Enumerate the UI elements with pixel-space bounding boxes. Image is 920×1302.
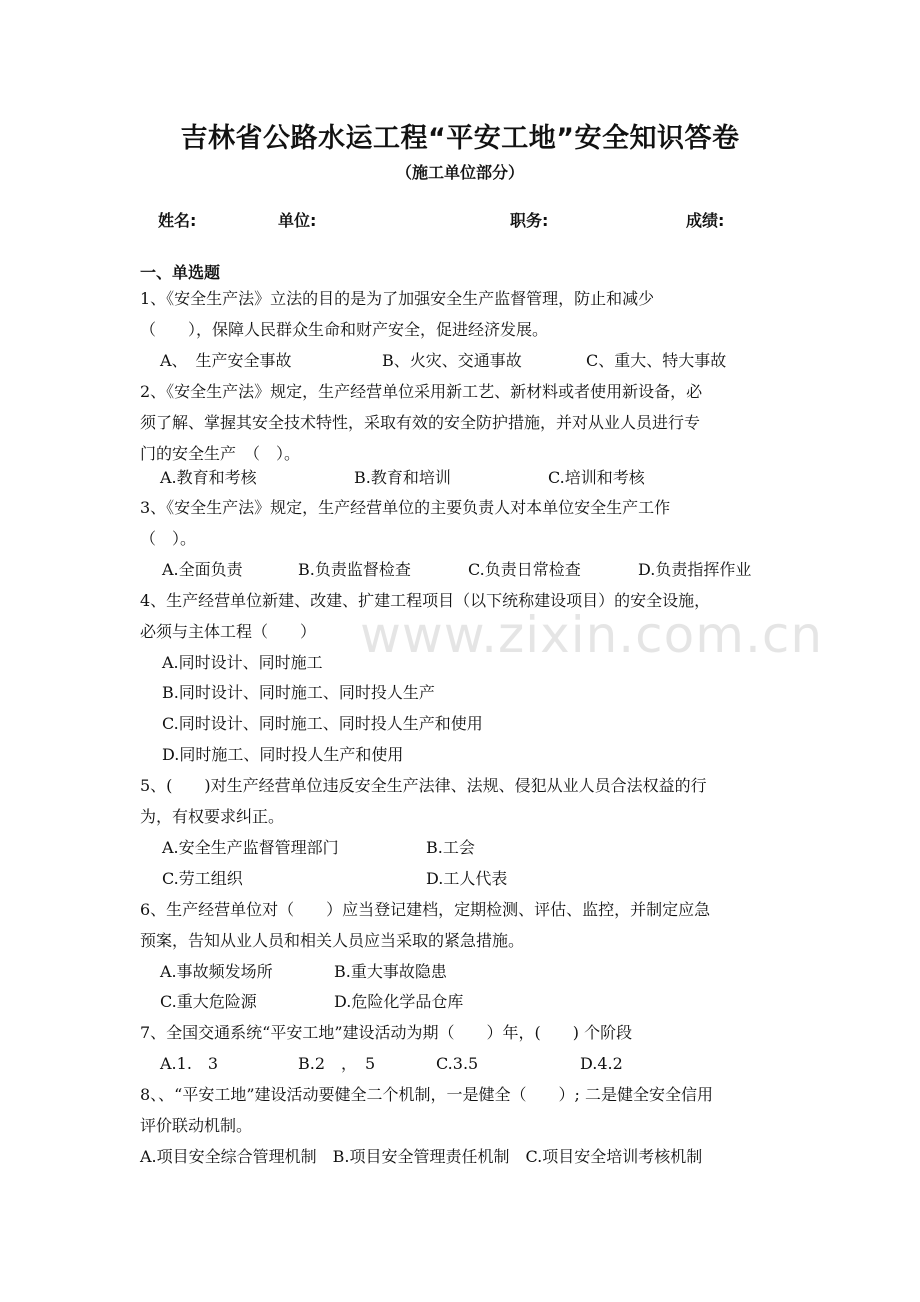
section-title: 一、单选题 [140,263,221,282]
question-5-line-2: 为，有权要求纠正。 [140,807,285,826]
question-4-line-2: 必须与主体工程（ ） [140,622,317,641]
question-5-option-b: B.工会 [426,838,475,857]
question-3-line-2: （ ）。 [140,529,197,548]
question-5-option-a: A.安全生产监督管理部门 [162,838,339,857]
question-8-options: A.项目安全综合管理机制 B.项目安全管理责任机制 C.项目安全培训考核机制 [140,1147,703,1166]
question-5-option-d: D.工人代表 [426,869,508,888]
question-7-line-1: 7、全国交通系统“平安工地”建设活动为期（ ）年，( ) 个阶段 [140,1023,633,1042]
question-2-option-a: A.教育和考核 [160,468,257,487]
document-subtitle: （施工单位部分） [395,163,524,182]
question-4-option-a: A.同时设计、同时施工 [162,653,323,672]
question-1-option-a: A、 生产安全事故 [160,351,292,370]
watermark: www.zixin.com.cn [360,606,824,664]
question-2-option-c: C.培训和考核 [548,468,645,487]
question-1-option-b: B、火灾、交通事故 [382,351,522,370]
question-2-line-3: 门的安全生产 （ ）。 [140,444,301,463]
question-3-option-c: C.负责日常检查 [468,560,581,579]
question-7-option-d: D.4.2 [580,1054,623,1073]
question-4-option-c: C.同时设计、同时施工、同时投人生产和使用 [162,714,483,733]
question-2-line-2: 须了解、掌握其安全技术特性，采取有效的安全防护措施，并对从业人员进行专 [140,413,701,432]
question-1-line-1: 1、《安全生产法》立法的目的是为了加强安全生产监督管理，防止和减少 [140,289,655,308]
unit-label: 单位: [278,211,317,230]
question-3-option-a: A.全面负责 [162,560,243,579]
question-6-option-d: D.危险化学品仓库 [334,992,464,1011]
question-1-line-2: （ ），保障人民群众生命和财产安全，促进经济发展。 [140,320,549,339]
question-4-option-b: B.同时设计、同时施工、同时投人生产 [162,683,435,702]
question-3-option-d: D.负责指挥作业 [638,560,752,579]
question-8-line-1: 8、、“平安工地”建设活动要健全二个机制，一是健全（ ）; 二是健全安全信用 [140,1085,714,1104]
question-6-option-c: C.重大危险源 [160,992,257,1011]
question-6-line-2: 预案，告知从业人员和相关人员应当采取的紧急措施。 [140,931,525,950]
question-6-option-b: B.重大事故隐患 [334,962,447,981]
question-6-option-a: A.事故频发场所 [160,962,273,981]
question-7-option-c: C.3.5 [436,1054,479,1073]
document-title: 吉林省公路水运工程“平安工地”安全知识答卷 [180,123,740,154]
question-2-option-b: B.教育和培训 [354,468,451,487]
question-5-line-1: 5、( )对生产经营单位违反安全生产法律、法规、侵犯从业人员合法权益的行 [140,776,707,795]
question-2-line-1: 2、《安全生产法》规定，生产经营单位采用新工艺、新材料或者使用新设备，必 [140,382,703,401]
question-3-option-b: B.负责监督检查 [298,560,411,579]
question-4-line-1: 4、生产经营单位新建、改建、扩建工程项目（以下统称建设项目）的安全设施， [140,591,711,610]
question-7-option-b: B.2 ， 5 [298,1054,376,1073]
question-7-option-a: A.1. 3 [160,1054,219,1073]
question-6-line-1: 6、生产经营单位对（ ）应当登记建档，定期检测、评估、监控，并制定应急 [140,900,711,919]
question-8-line-2: 评价联动机制。 [140,1116,253,1135]
score-label: 成绩: [686,211,725,230]
position-label: 职务: [510,211,549,230]
question-5-option-c: C.劳工组织 [162,869,243,888]
name-label: 姓名: [158,211,197,230]
question-3-line-1: 3、《安全生产法》规定，生产经营单位的主要负责人对本单位安全生产工作 [140,498,671,517]
question-4-option-d: D.同时施工、同时投人生产和使用 [162,745,404,764]
question-1-option-c: C、重大、特大事故 [586,351,727,370]
